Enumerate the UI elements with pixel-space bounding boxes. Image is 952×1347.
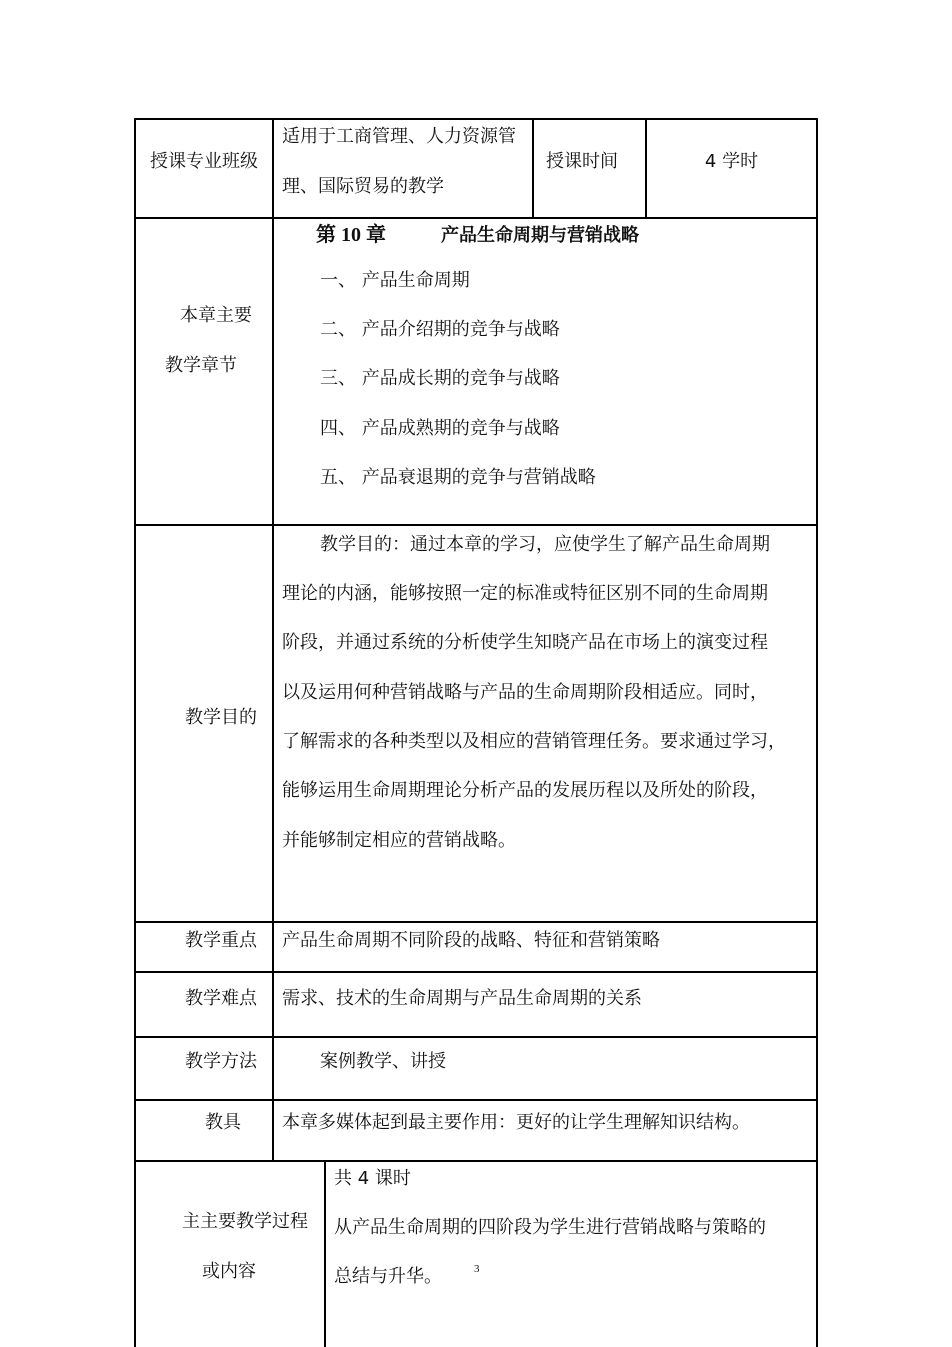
tools-value: 本章多媒体起到最主要作用：更好的让学生理解知识结构。 <box>282 1112 750 1133</box>
page-mark: 3 <box>474 1263 480 1275</box>
difficulty-label: 教学难点 <box>185 988 257 1009</box>
method-value: 案例教学、讲授 <box>320 1051 446 1072</box>
process-line2: 总结与升华。 <box>334 1266 442 1287</box>
goal-label: 教学目的 <box>185 707 257 728</box>
time-label: 授课时间 <box>546 151 618 172</box>
section-item: 五、 产品衰退期的竞争与营销战略 <box>320 467 596 488</box>
difficulty-value: 需求、技术的生命周期与产品生命周期的关系 <box>282 988 642 1009</box>
goal-line: 阶段，并通过系统的分析使学生知晓产品在市场上的演变过程 <box>282 632 768 653</box>
row-divider <box>134 971 818 973</box>
section-item: 二、 产品介绍期的竞争与战略 <box>320 319 560 340</box>
column-divider <box>324 1160 326 1347</box>
section-item: 一、 产品生命周期 <box>320 270 470 291</box>
table-border-top <box>134 118 818 120</box>
key-value: 产品生命周期不同阶段的战略、特征和营销策略 <box>282 930 660 951</box>
row-divider <box>134 1099 818 1101</box>
time-value: 4 学时 <box>704 151 759 172</box>
method-label: 教学方法 <box>185 1051 257 1072</box>
goal-line: 并能够制定相应的营销战略。 <box>282 830 516 851</box>
tools-label: 教具 <box>205 1112 241 1133</box>
row-divider <box>134 217 818 219</box>
row-divider <box>134 1160 818 1162</box>
goal-line: 教学目的：通过本章的学习，应使学生了解产品生命周期 <box>320 534 770 555</box>
process-label-line1: 主主要教学过程 <box>182 1211 308 1232</box>
class-value-line1: 适用于工商管理、人力资源管 <box>282 126 516 147</box>
row-divider <box>134 524 818 526</box>
row-divider <box>134 1036 818 1038</box>
goal-line: 理论的内涵，能够按照一定的标准或特征区别不同的生命周期 <box>282 583 768 604</box>
goal-line: 以及运用何种营销战略与产品的生命周期阶段相适应。同时， <box>282 682 768 703</box>
sections-label-line1: 本章主要 <box>180 305 252 326</box>
chapter-number: 第 10 章 <box>316 224 386 246</box>
goal-line: 能够运用生命周期理论分析产品的发展历程以及所处的阶段， <box>282 780 768 801</box>
goal-line: 了解需求的各种类型以及相应的营销管理任务。要求通过学习， <box>282 731 786 752</box>
chapter-title: 产品生命周期与营销战略 <box>441 225 639 246</box>
row-divider <box>134 921 818 923</box>
table-border-right <box>816 118 818 1347</box>
table-border-left <box>134 118 136 1347</box>
process-label-line2: 或内容 <box>202 1261 256 1282</box>
section-item: 四、 产品成熟期的竞争与战略 <box>320 418 560 439</box>
process-line1: 从产品生命周期的四阶段为学生进行营销战略与策略的 <box>334 1217 766 1238</box>
section-item: 三、 产品成长期的竞争与战略 <box>320 368 560 389</box>
class-label: 授课专业班级 <box>150 151 258 172</box>
column-divider <box>272 118 274 1162</box>
process-hours: 共 4 课时 <box>334 1168 411 1189</box>
class-value-line2: 理、国际贸易的教学 <box>282 176 444 197</box>
key-label: 教学重点 <box>185 930 257 951</box>
sections-label-line2: 教学章节 <box>165 355 237 376</box>
